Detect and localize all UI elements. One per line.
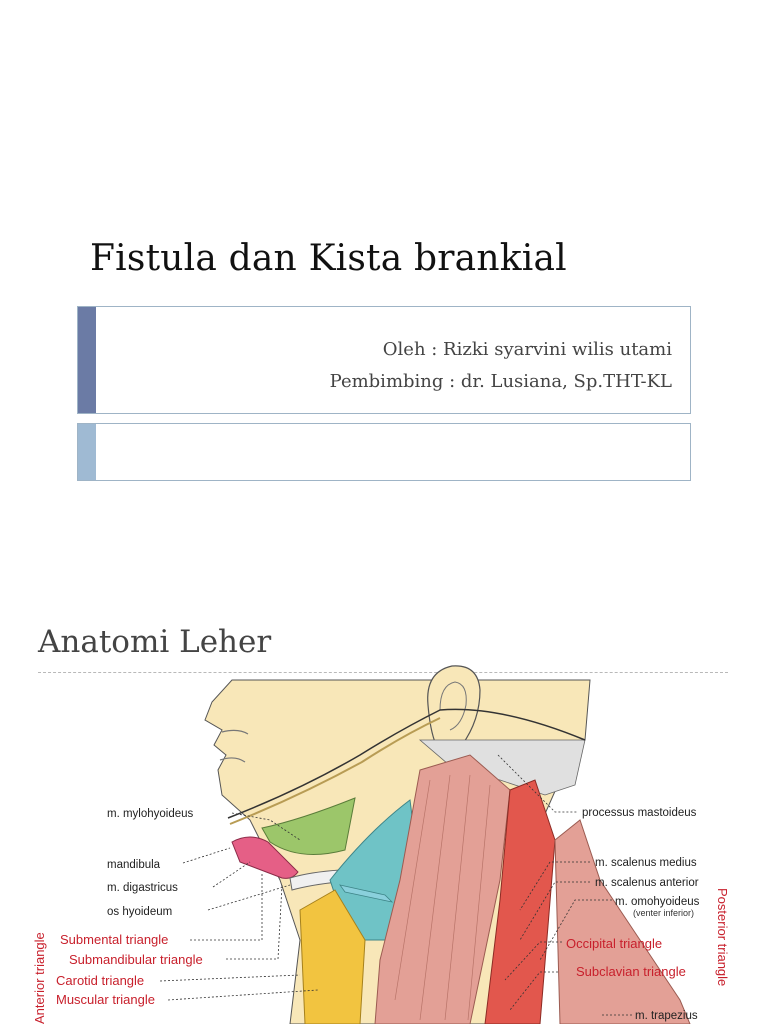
author-line: Oleh : Rizki syarvini wilis utami [382, 339, 672, 360]
caption-anterior-triangle: Anterior triangle [32, 932, 47, 1024]
label-hyoideum: os hyoideum [107, 906, 173, 918]
label-omohyoideus: m. omohyoideus [615, 896, 700, 908]
label-scalenus-medius: m. scalenus medius [595, 857, 697, 869]
trapezius [555, 820, 690, 1024]
label-mylohyoideus: m. mylohyoideus [107, 808, 194, 820]
supervisor-line: Pembimbing : dr. Lusiana, Sp.THT-KL [329, 371, 672, 392]
label-subclavian-triangle: Subclavian triangle [576, 964, 686, 979]
label-venter-inferior: (venter inferior) [633, 908, 695, 918]
label-trapezius: m. trapezius [635, 1010, 698, 1022]
label-carotid-triangle: Carotid triangle [56, 973, 145, 988]
label-muscular-triangle: Muscular triangle [56, 992, 155, 1007]
slide-title: Fistula dan Kista brankial [90, 238, 567, 279]
empty-subtitle-box [77, 423, 691, 481]
caption-posterior-triangle: Posterior triangle [715, 888, 730, 987]
accent-bar-light [78, 424, 96, 480]
subtitle-box [77, 306, 691, 414]
label-submental-triangle: Submental triangle [60, 932, 169, 947]
accent-bar [78, 307, 96, 413]
label-processus-mastoideus: processus mastoideus [582, 807, 697, 819]
anatomy-slide [0, 580, 768, 1024]
neck-anatomy-diagram [0, 580, 768, 1024]
slide-title: Anatomi Leher [38, 624, 272, 660]
label-submandibular-triangle: Submandibular triangle [69, 952, 203, 967]
label-scalenus-anterior: m. scalenus anterior [595, 877, 699, 889]
label-mandibula: mandibula [107, 859, 161, 871]
label-digastricus: m. digastricus [107, 882, 178, 894]
label-occipital-triangle: Occipital triangle [566, 936, 663, 951]
